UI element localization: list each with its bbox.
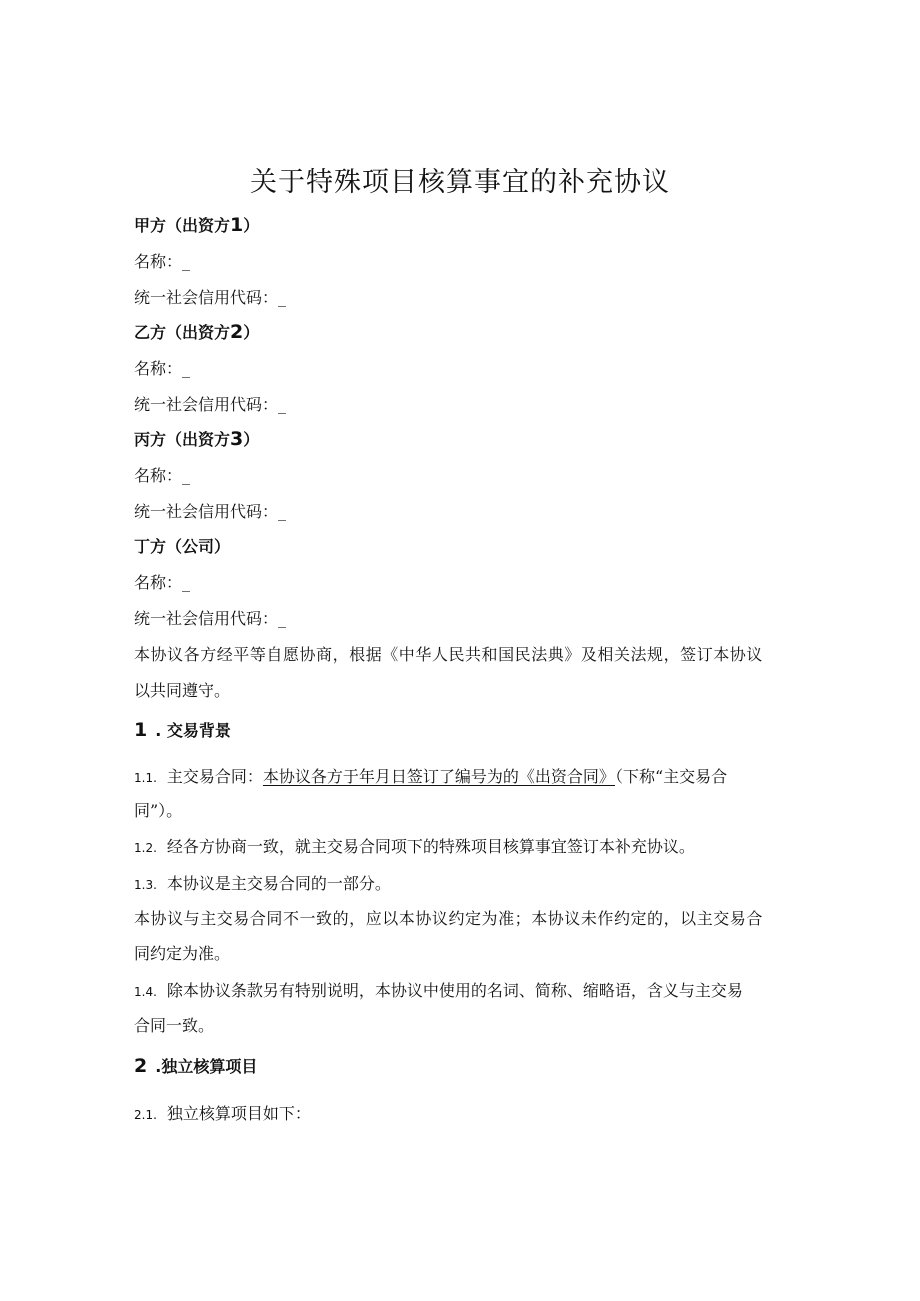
section-1-number: 1 <box>134 719 148 741</box>
clause-1-1-line-2: 同”）。 <box>134 801 183 820</box>
paragraph-1-line-1: 本协议与主交易合同不一致的，应以本协议约定为准；本协议未作约定的，以主交易合 <box>134 909 763 928</box>
clause-1-1-line-1 <box>134 765 727 790</box>
clause-1-3-text: 本协议是主交易合同的一部分。 <box>166 874 391 893</box>
party-b-name: 名称：_ <box>134 359 191 378</box>
party-a-close: ） <box>243 216 260 235</box>
clause-1-4-text: 除本协议条款另有特别说明，本协议中使用的名词、简称、缩略语，含义与主交易 <box>166 981 743 1000</box>
party-b-number: 2 <box>230 321 244 343</box>
party-a-label: 甲方（出资方 <box>134 216 231 235</box>
clause-2-1-text: 独立核算项目如下： <box>166 1104 311 1123</box>
party-d-credit-code: 统一社会信用代码：_ <box>134 609 287 628</box>
clause-1-1-tail: （下称“主交易合 <box>614 767 728 786</box>
section-1-heading <box>134 718 231 743</box>
clause-1-3 <box>134 872 391 897</box>
section-2-number: 2 <box>134 1055 148 1077</box>
party-c-label: 丙方（出资方 <box>134 430 231 449</box>
clause-2-1-number: 2.1. <box>134 1108 157 1122</box>
party-c-heading <box>134 427 259 452</box>
clause-1-4-line-1 <box>134 979 743 1004</box>
clause-1-2-number: 1.2. <box>134 841 157 855</box>
section-2-heading <box>134 1054 257 1079</box>
party-a-name: 名称：_ <box>134 252 191 271</box>
section-1-title: . 交易背景 <box>155 721 231 740</box>
clause-1-1-number: 1.1. <box>134 771 157 785</box>
party-b-close: ） <box>243 323 260 342</box>
clause-1-2-text: 经各方协商一致，就主交易合同项下的特殊项目核算事宜签订本补充协议。 <box>166 837 695 856</box>
party-a-heading <box>134 213 259 238</box>
clause-2-1 <box>134 1102 311 1127</box>
party-a-credit-code: 统一社会信用代码：_ <box>134 288 287 307</box>
party-c-number: 3 <box>230 428 244 450</box>
party-c-close: ） <box>243 430 260 449</box>
clause-1-1-underlined: 本协议各方于年月日签订了编号为的《出资合同》 <box>262 767 615 786</box>
section-2-title: .独立核算项目 <box>155 1057 258 1076</box>
party-d-heading <box>134 535 230 559</box>
document-title: 关于特殊项目核算事宜的补充协议 <box>250 167 670 198</box>
clause-1-4-number: 1.4. <box>134 985 157 999</box>
clause-1-2 <box>134 835 695 860</box>
intro-line-1: 本协议各方经平等自愿协商，根据《中华人民共和国民法典》及相关法规，签订本协议 <box>134 645 763 664</box>
paragraph-1-line-2: 同约定为准。 <box>134 944 231 963</box>
party-c-credit-code: 统一社会信用代码：_ <box>134 502 287 521</box>
clause-1-4-line-2: 合同一致。 <box>134 1016 215 1035</box>
intro-line-2: 以共同遵守。 <box>134 681 231 700</box>
party-d-name: 名称：_ <box>134 573 191 592</box>
party-d-label: 丁方（公司） <box>134 537 231 556</box>
party-c-name: 名称：_ <box>134 466 191 485</box>
clause-1-3-number: 1.3. <box>134 878 157 892</box>
clause-1-1-lead: 主交易合同： <box>166 767 263 786</box>
party-b-credit-code: 统一社会信用代码：_ <box>134 395 287 414</box>
party-b-heading <box>134 320 259 345</box>
party-a-number: 1 <box>230 214 244 236</box>
party-b-label: 乙方（出资方 <box>134 323 231 342</box>
